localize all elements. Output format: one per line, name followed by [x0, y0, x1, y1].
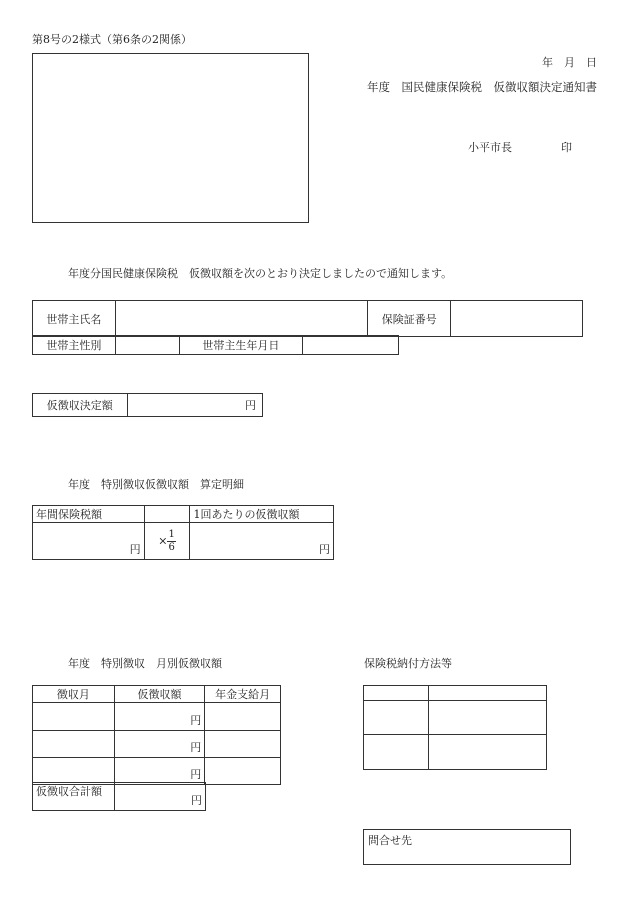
table-row — [33, 703, 281, 731]
fraction-numerator: 1 — [168, 528, 175, 540]
amount-unit: 円 — [114, 703, 205, 731]
col-pension-header: 年金支給月 — [205, 686, 281, 703]
household-row2-table — [32, 335, 399, 355]
calc-blank-header — [144, 506, 190, 523]
month-cell — [33, 731, 115, 758]
head-birth-value — [303, 336, 399, 355]
contact-label: 問合せ先 — [368, 834, 412, 847]
monthly-table — [32, 685, 281, 785]
payment-cell — [364, 686, 429, 701]
intro-text: 年度分国民健康保険税 仮徴収額を次のとおり決定しましたので通知します。 — [68, 267, 453, 280]
payment-table — [363, 685, 547, 770]
pension-cell — [205, 731, 281, 758]
pension-cell — [205, 758, 281, 785]
provisional-amount-unit: 円 — [127, 394, 262, 417]
payment-cell — [364, 735, 429, 770]
provisional-amount-table — [32, 393, 263, 417]
table-row — [33, 731, 281, 758]
head-name-label: 世帯主氏名 — [33, 301, 116, 337]
per-installment-unit: 円 — [190, 523, 334, 560]
payment-cell — [428, 735, 546, 770]
pension-cell — [205, 703, 281, 731]
amount-unit: 円 — [114, 758, 205, 785]
col-amount-header: 仮徴収額 — [114, 686, 205, 703]
provisional-amount-label: 仮徴収決定額 — [33, 394, 128, 417]
monthly-total-table — [32, 782, 206, 811]
month-cell — [33, 758, 115, 785]
annual-tax-label: 年間保険税額 — [33, 506, 145, 523]
per-installment-label: 1回あたりの仮徴収額 — [190, 506, 334, 523]
head-sex-label: 世帯主性別 — [33, 336, 116, 355]
amount-unit: 円 — [114, 731, 205, 758]
payment-cell — [428, 686, 546, 701]
monthly-heading: 年度 特別徴収 月別仮徴収額 — [68, 657, 222, 670]
head-name-value — [115, 301, 368, 337]
head-birth-label: 世帯主生年月日 — [179, 336, 303, 355]
total-label: 仮徴収合計額 — [33, 783, 115, 811]
issuer-name: 小平市長 — [468, 141, 512, 154]
fraction — [167, 529, 175, 554]
fraction-denominator: 6 — [168, 541, 175, 553]
insurance-no-label: 保険証番号 — [368, 301, 451, 337]
table-row — [33, 758, 281, 785]
payment-cell — [364, 701, 429, 735]
annual-tax-unit: 円 — [33, 523, 145, 560]
contact-box — [363, 829, 571, 865]
payment-heading: 保険税納付方法等 — [364, 657, 452, 670]
head-sex-value — [115, 336, 179, 355]
calc-heading: 年度 特別徴収仮徴収額 算定明細 — [68, 478, 244, 491]
total-unit: 円 — [114, 783, 205, 811]
address-box — [32, 53, 309, 223]
seal-mark: 印 — [561, 141, 572, 154]
household-table — [32, 300, 583, 337]
one-sixth-multiplier — [144, 523, 190, 560]
document-title: 年度 国民健康保険税 仮徴収額決定通知書 — [367, 80, 597, 94]
col-month-header: 徴収月 — [33, 686, 115, 703]
times-sign: × — [158, 534, 168, 547]
insurance-no-value — [451, 301, 583, 337]
form-number: 第8号の2様式（第6条の2関係） — [32, 33, 192, 46]
payment-cell — [428, 701, 546, 735]
date-line: 年 月 日 — [542, 56, 597, 69]
month-cell — [33, 703, 115, 731]
calc-table — [32, 505, 334, 560]
